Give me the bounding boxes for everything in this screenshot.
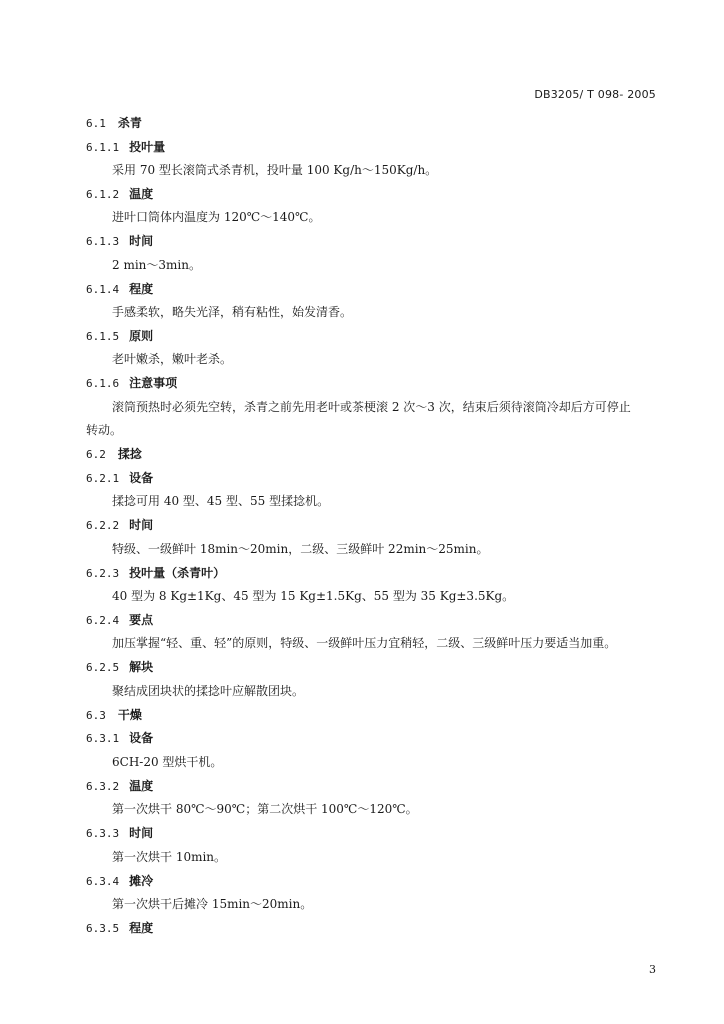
paragraph-6-1-6-continued: 转动。 [86,423,123,437]
heading-6-1-4 [86,281,153,298]
heading-6-3-1 [86,730,153,747]
heading-6-2-2 [86,517,153,534]
section-title: 摊冷 [129,874,154,888]
section-number: 6.1.5 [86,330,120,343]
section-number: 6.3.1 [86,732,120,745]
paragraph-6-2-3: 40 型为 8 Kg±1Kg、45 型为 15 Kg±1.5Kg、55 型为 35 Kg±3.5Kg。 [112,589,515,603]
heading-6-1-1 [86,139,165,156]
paragraph-6-1-6: 滚筒预热时必须先空转，杀青之前先用老叶或茶梗滚 2 次～3 次，结束后须待滚筒冷却后方可停止 [112,400,631,414]
paragraph-6-1-4: 手感柔软，略失光泽，稍有粘性，始发清香。 [112,305,353,319]
section-title: 原则 [129,329,154,343]
paragraph-6-2-2: 特级、一级鲜叶 18min～20min，二级、三级鲜叶 22min～25min。 [112,542,489,556]
paragraph-6-3-4: 第一次烘干后摊冷 15min～20min。 [112,897,313,911]
heading-6-3-2 [86,778,153,795]
section-number: 6.3 [86,709,106,722]
paragraph-6-2-5: 聚结成团块状的揉捻叶应解散团块。 [112,684,305,698]
paragraph-6-3-3: 第一次烘干 10min。 [112,850,227,864]
heading-6-3-3 [86,825,153,842]
heading-6-2-4 [86,612,153,629]
section-number: 6.3.2 [86,780,120,793]
heading-6-1-2 [86,186,153,203]
section-title: 程度 [129,921,154,935]
section-number: 6.2 [86,448,106,461]
section-number: 6.3.5 [86,922,120,935]
section-number: 6.1.3 [86,235,120,248]
section-number: 6.1 [86,117,106,130]
section-number: 6.2.3 [86,567,120,580]
section-title: 设备 [129,731,154,745]
paragraph-6-1-2: 进叶口筒体内温度为 120℃～140℃。 [112,210,321,224]
section-title: 设备 [129,471,154,485]
paragraph-6-1-3: 2 min～3min。 [112,258,201,272]
section-title: 温度 [129,187,154,201]
section-title: 干燥 [117,708,142,722]
section-number: 6.2.5 [86,661,120,674]
section-title: 时间 [129,518,154,532]
standard-code: DB3205/ T 098- 2005 [534,88,656,101]
paragraph-6-2-4: 加压掌握“轻、重、轻”的原则，特级、一级鲜叶压力宜稍轻，二级、三级鲜叶压力要适当加重。 [112,636,617,650]
heading-6-1-6 [86,375,177,392]
section-title: 温度 [129,779,154,793]
heading-6-3-5 [86,920,153,937]
section-title: 解块 [129,660,154,674]
section-number: 6.2.4 [86,614,120,627]
section-title: 程度 [129,282,154,296]
page-number: 3 [649,963,656,976]
paragraph-6-3-2: 第一次烘干 80℃～90℃；第二次烘干 100℃～120℃。 [112,802,418,816]
paragraph-6-3-1: 6CH-20 型烘干机。 [112,755,223,769]
heading-6-1-5 [86,328,153,345]
heading-6-2-5 [86,659,153,676]
section-number: 6.3.4 [86,875,120,888]
section-title: 要点 [129,613,154,627]
section-number: 6.1.6 [86,377,120,390]
section-number: 6.1.4 [86,283,120,296]
paragraph-6-1-1: 采用 70 型长滚筒式杀青机，投叶量 100 Kg/h～150Kg/h。 [112,163,438,177]
heading-6-3-4 [86,873,153,890]
heading-6-1-3 [86,233,153,250]
section-title: 注意事项 [129,376,178,390]
section-title: 揉捻 [117,447,142,461]
heading-6-3 [86,707,142,724]
section-number: 6.3.3 [86,827,120,840]
heading-6-2-3 [86,565,225,582]
heading-6-2-1 [86,470,153,487]
section-title: 杀青 [117,116,142,130]
section-title: 时间 [129,826,154,840]
heading-6-1 [86,115,142,132]
section-title: 投叶量 [129,140,166,154]
paragraph-6-2-1: 揉捻可用 40 型、45 型、55 型揉捻机。 [112,494,330,508]
section-title: 投叶量（杀青叶） [129,566,226,580]
paragraph-6-1-5: 老叶嫩杀，嫩叶老杀。 [112,352,233,366]
section-number: 6.2.2 [86,519,120,532]
section-number: 6.2.1 [86,472,120,485]
section-title: 时间 [129,234,154,248]
section-number: 6.1.1 [86,141,120,154]
heading-6-2 [86,446,142,463]
section-number: 6.1.2 [86,188,120,201]
